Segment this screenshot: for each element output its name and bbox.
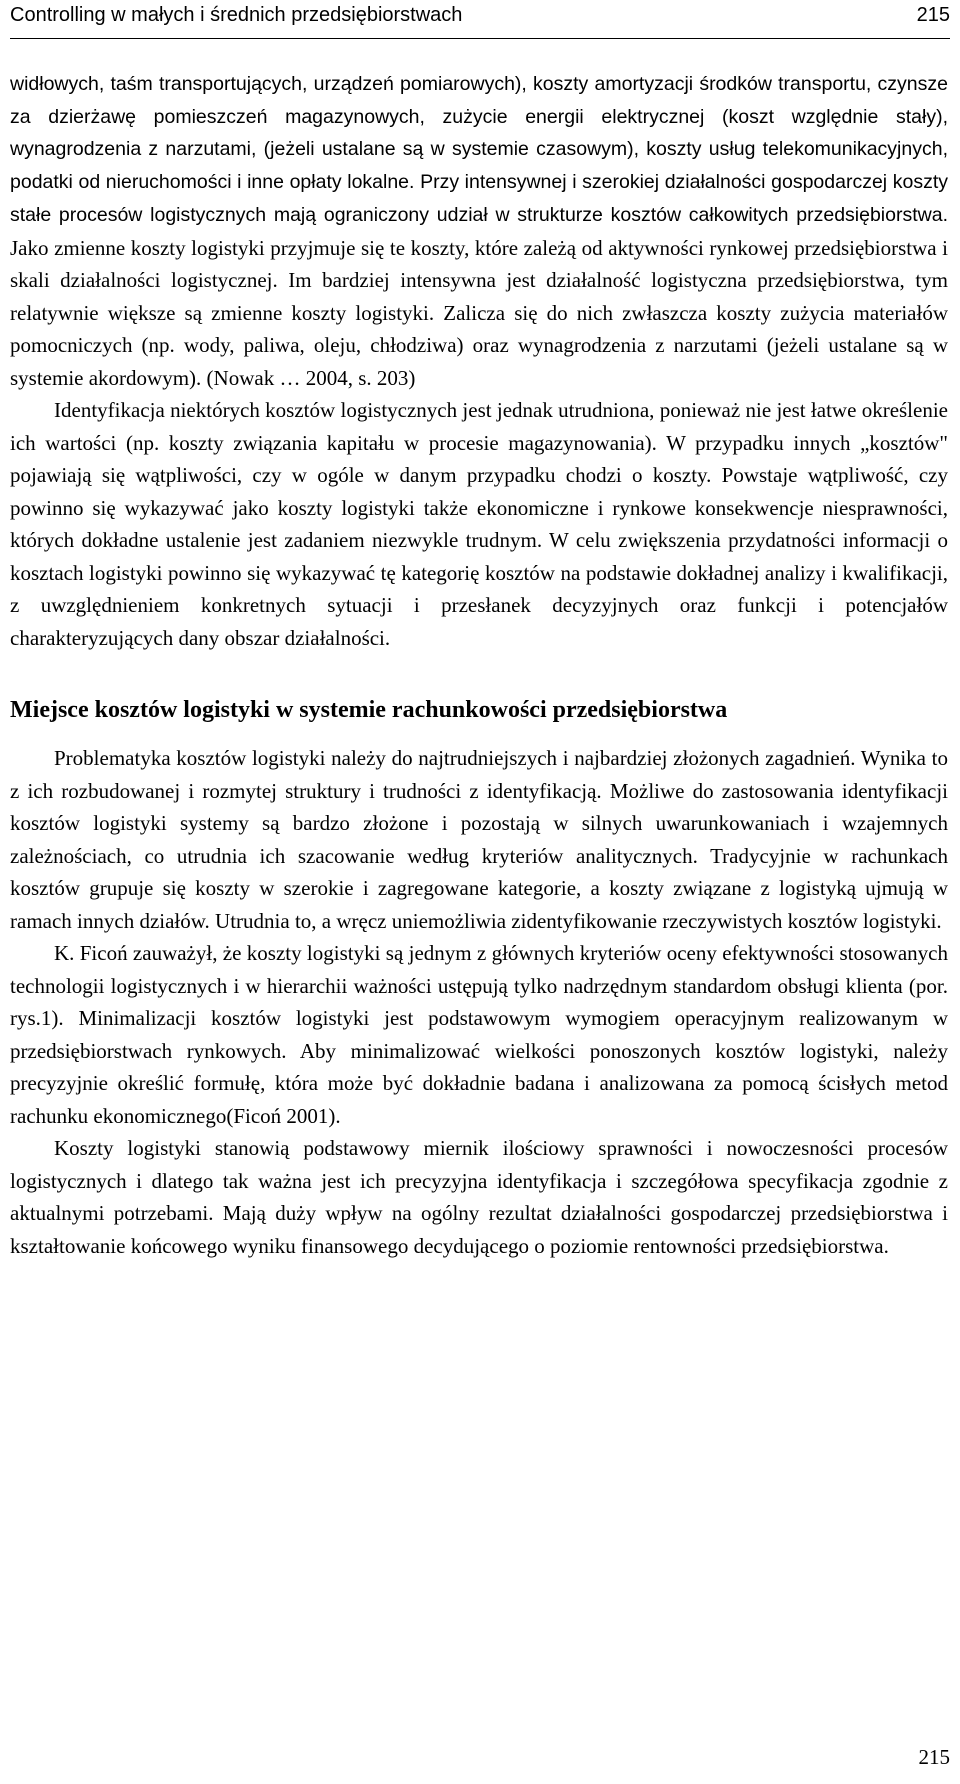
paragraph-variable-costs-text: Jako zmienne koszty logistyki przyjmuje się te koszty, które zależą od aktywności rynkowej przedsiębiorstwa i skali działalności logistycznej. Im bardziej intensywna jest działalność logistyczna przedsiębiorstwa, tym relatywnie większe są zmienne koszty logistyki. Zalicza się do nich zwłaszcza koszty zużycia materiałów pomocniczych (np. wody, paliwa, oleju, chłodziwa) oraz wynagrodzenia z narzutami (jeżeli ustalane są w systemie akordowym). (Nowak … 2004, s. 203): [10, 235, 948, 390]
page-body: [10, 68, 948, 1262]
section-heading: Miejsce kosztów logistyki w systemie rachunkowości przedsiębiorstwa: [10, 697, 728, 723]
header-page-number: 215: [916, 3, 950, 26]
paragraph-identification: Identyfikacja niektórych kosztów logistycznych jest jednak utrudniona, ponieważ nie jest łatwe określenie ich wartości (np. koszty związania kapitału w procesie magazynowania). W przypadku innych „kosztów" pojawiają się wątpliwości, czy w ogóle w danym przypadku chodzi o koszty. Powstaje wątpliwość, czy powinno się wykazywać jako koszty logistyki także ekonomiczne i rynkowe konsekwencje niesprawności, których dokładne ustalenie jest zadaniem niezwykle trudnym. W celu zwiększenia przydatności informacji o kosztach logistyki powinno się wykazywać tę kategorię kosztów na podstawie dokładnej analizy i kwalifikacji, z uwzględnieniem konkretnych sytuacji i przesłanek decyzyjnych oraz funkcji i potencjałów charakteryzujących dany obszar działalności.: [10, 398, 948, 650]
header-divider: [10, 38, 950, 39]
running-header: [10, 0, 950, 30]
paragraph-cost-types: [10, 68, 948, 394]
paragraph-problematics: Problematyka kosztów logistyki należy do najtrudniejszych i najbardziej złożonych zagadnień. Wynika to z ich rozbudowanej i rozmytej struktury i trudności z identyfikacją. Możliwe do zastosowania identyfikacji kosztów logistyki systemy są bardzo złożone i pozostają w silnych uwarunkowaniach i wzajemnych zależnościach, co utrudnia ich szacowanie według kryteriów analitycznych. Tradycyjnie w rachunkach kosztów grupuje się koszty w szerokie i zagregowane kategorie, a koszty związane z logistyką ujmują w ramach innych działów. Utrudnia to, a wręcz uniemożliwia zidentyfikowanie rzeczywistych kosztów logistyki.: [10, 746, 948, 933]
footer-page-number: 215: [918, 1745, 950, 1769]
paragraph-measure: Koszty logistyki stanowią podstawowy miernik ilościowy sprawności i nowoczesności procesów logistycznych i dlatego tak ważna jest ich precyzyjna identyfikacja i szczegółowa specyfikacja zgodnie z aktualnymi potrzebami. Mają duży wpływ na ogólny rezultat działalności gospodarczej przedsiębiorstwa i kształtowanie końcowego wyniku finansowego decydującego o poziomie rentowności przedsiębiorstwa.: [10, 1136, 948, 1258]
paragraph-ficon: K. Ficoń zauważył, że koszty logistyki są jednym z głównych kryteriów oceny efektywności stosowanych technologii logistycznych i w hierarchii ważności ustępują tylko nadrzędnym standardom obsługi klienta (por. rys.1). Minimalizacji kosztów logistyki jest podstawowym wymogiem operacyjnym realizowanym w przedsiębiorstwach rynkowych. Aby minimalizować wielkości ponoszonych kosztów logistyki, należy precyzyjnie określić formułę, która może być dokładnie badana i analizowana za pomocą ścisłych metod rachunku ekonomicznego(Ficoń 2001).: [10, 941, 948, 1128]
running-title: Controlling w małych i średnich przedsiębiorstwach: [10, 3, 463, 26]
paragraph-fixed-costs-text: widłowych, taśm transportujących, urządzeń pomiarowych), koszty amortyzacji środków transportu, czynsze za dzierżawę pomieszczeń magazynowych, zużycie energii elektrycznej (koszt względnie stały), wynagrodzenia z narzutami, (jeżeli ustalane są w systemie czasowym), koszty usług telekomunikacyjnych, podatki od nieruchomości i inne opłaty lokalne. Przy intensywnej i szerokiej działalności gospodarczej koszty stałe procesów logistycznych mają ograniczony udział w strukturze kosztów całkowitych przedsiębiorstwa.: [10, 73, 948, 226]
